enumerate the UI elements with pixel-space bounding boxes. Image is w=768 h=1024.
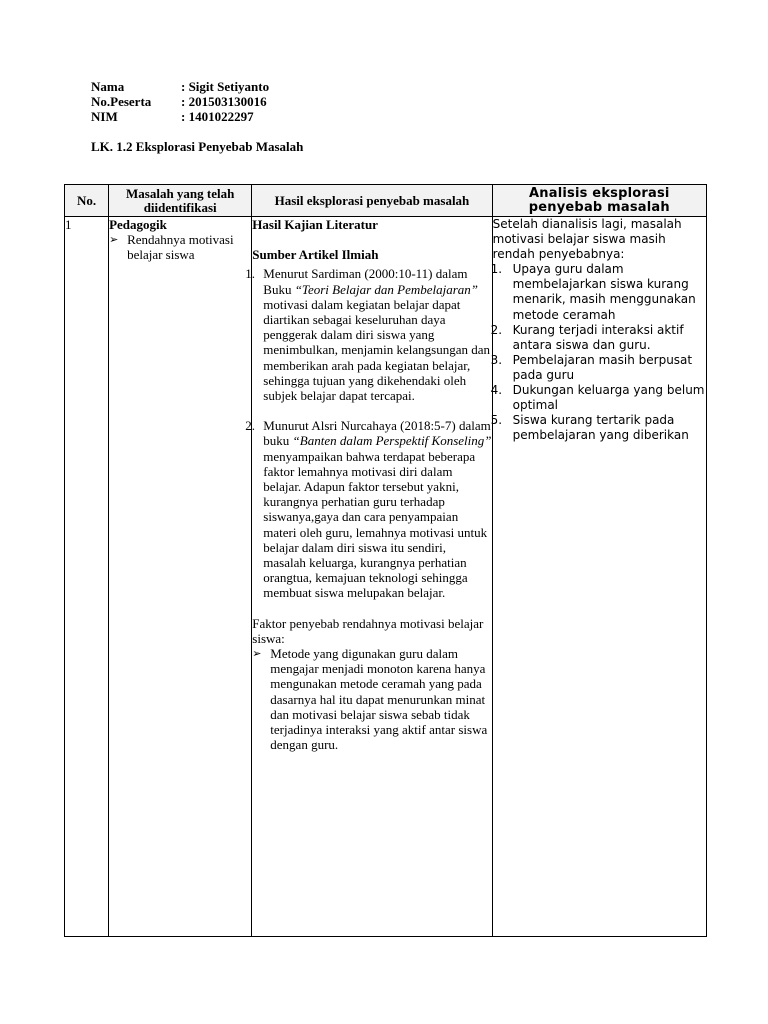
masalah-cell [109, 217, 252, 937]
list-item-number: 1. [490, 262, 503, 277]
header-no: No. [65, 185, 109, 217]
masalah-item-text: Rendahnya motivasi belajar siswa [127, 232, 234, 263]
list-item-number: 5. [490, 413, 503, 428]
hasil-heading: Hasil Kajian Literatur [252, 217, 378, 232]
nim-label: NIM [91, 109, 118, 124]
nama-value: : Sigit Setiyanto [181, 79, 270, 94]
reference-item-1 [245, 266, 491, 403]
reference-intro: Munurut Alsri Nurcahaya (2018:5-7) dalam buku [263, 418, 491, 449]
reference-body: menyampaikan bahwa terdapat beberapa faktor lemahnya motivasi diri dalam belajar. Adapun faktor tersebut yakni, kurangnya perhatian guru terhadap siswanya,gaya dan cara penyampaian materi oleh guru, lemahnya motivasi untuk belajar dalam diri siswa itu sendiri, masalah keluarga, kurangnya perhatian orangtua, kemajuan teknologi sehingga membuat siswa melupakan belajar. [263, 448, 488, 601]
faktor-list-item [252, 646, 491, 752]
arrow-bullet-icon: ➢ [109, 233, 119, 247]
list-item [491, 262, 706, 322]
sumber-heading: Sumber Artikel Ilmiah [252, 247, 379, 263]
reference-intro: Menurut Sardiman (2000:10-11) dalam Buku [263, 266, 468, 297]
reference-book-title: “Banten dalam Perspektif Konseling” [292, 433, 492, 449]
identity-block [91, 79, 269, 124]
list-item-text: Dukungan keluarga yang belum optimal [512, 383, 705, 413]
masalah-heading: Pedagogik [109, 217, 167, 232]
header-analisis: Analisis eksplorasi penyebab masalah [492, 185, 706, 217]
list-item-number: 4. [490, 383, 503, 398]
header-hasil: Hasil eksplorasi penyebab masalah [252, 185, 492, 217]
list-item-text: Pembelajaran masih berpusat pada guru [512, 352, 693, 382]
list-item-number: 3. [490, 352, 503, 367]
list-item [491, 323, 706, 353]
reference-number: 2. [245, 418, 256, 434]
peserta-label: No.Peserta [91, 94, 152, 109]
arrow-bullet-icon: ➢ [252, 647, 262, 661]
exploration-table [64, 184, 707, 937]
table-header-row [65, 185, 707, 217]
faktor-intro: Faktor penyebab rendahnya motivasi belajar siswa: [252, 615, 484, 646]
masalah-list-item [109, 232, 251, 262]
list-item-text: Upaya guru dalam membelajarkan siswa kurang menarik, masih menggunakan metode ceramah [512, 262, 696, 322]
list-item-text: Kurang terjadi interaksi aktif antara siswa dan guru. [512, 322, 684, 352]
list-item [491, 353, 706, 383]
analisis-intro: Setelah dianalisis lagi, masalah motivasi belajar siswa masih rendah penyebabnya: [492, 217, 682, 262]
faktor-item-text: Metode yang digunakan guru dalam mengajar menjadi monoton karena hanya mengunakan metode ceramah yang pada dasarnya hal itu dapat menurunkan minat dan motivasi belajar siswa sebab tidak terjadinya interaksi yang aktif antar siswa dengan guru. [270, 646, 488, 753]
list-item [491, 413, 706, 443]
list-item-text: Siswa kurang tertarik pada pembelajaran yang diberikan [512, 413, 689, 443]
reference-item-2 [245, 418, 491, 600]
info-row-nim [91, 109, 269, 124]
hasil-cell [245, 217, 492, 937]
nama-label: Nama [91, 79, 125, 94]
list-item [491, 383, 706, 413]
info-row-peserta [91, 94, 269, 109]
peserta-value: : 201503130016 [181, 94, 267, 109]
info-row-nama [91, 79, 269, 94]
list-item-number: 2. [490, 322, 503, 337]
reference-number: 1. [245, 266, 256, 282]
reference-body: motivasi dalam kegiatan belajar dapat diartikan sebagai keseluruhan daya penggerak dalam diri siswa yang menimbulkan, menjamin kelangsungan dan memberikan arah pada kegiatan belajar, sehingga tujuan yang dikehendaki oleh subjek belajar dapat tercapai. [263, 296, 491, 404]
document-title: LK. 1.2 Eksplorasi Penyebab Masalah [91, 139, 304, 154]
header-masalah: Masalah yang telah diidentifikasi [109, 185, 252, 217]
analisis-cell [492, 217, 706, 937]
table-row [65, 217, 707, 937]
row-number: 1 [65, 217, 109, 937]
nim-value: : 1401022297 [181, 109, 254, 124]
reference-book-title: “Teori Belajar dan Pembelajaran” [294, 281, 479, 297]
